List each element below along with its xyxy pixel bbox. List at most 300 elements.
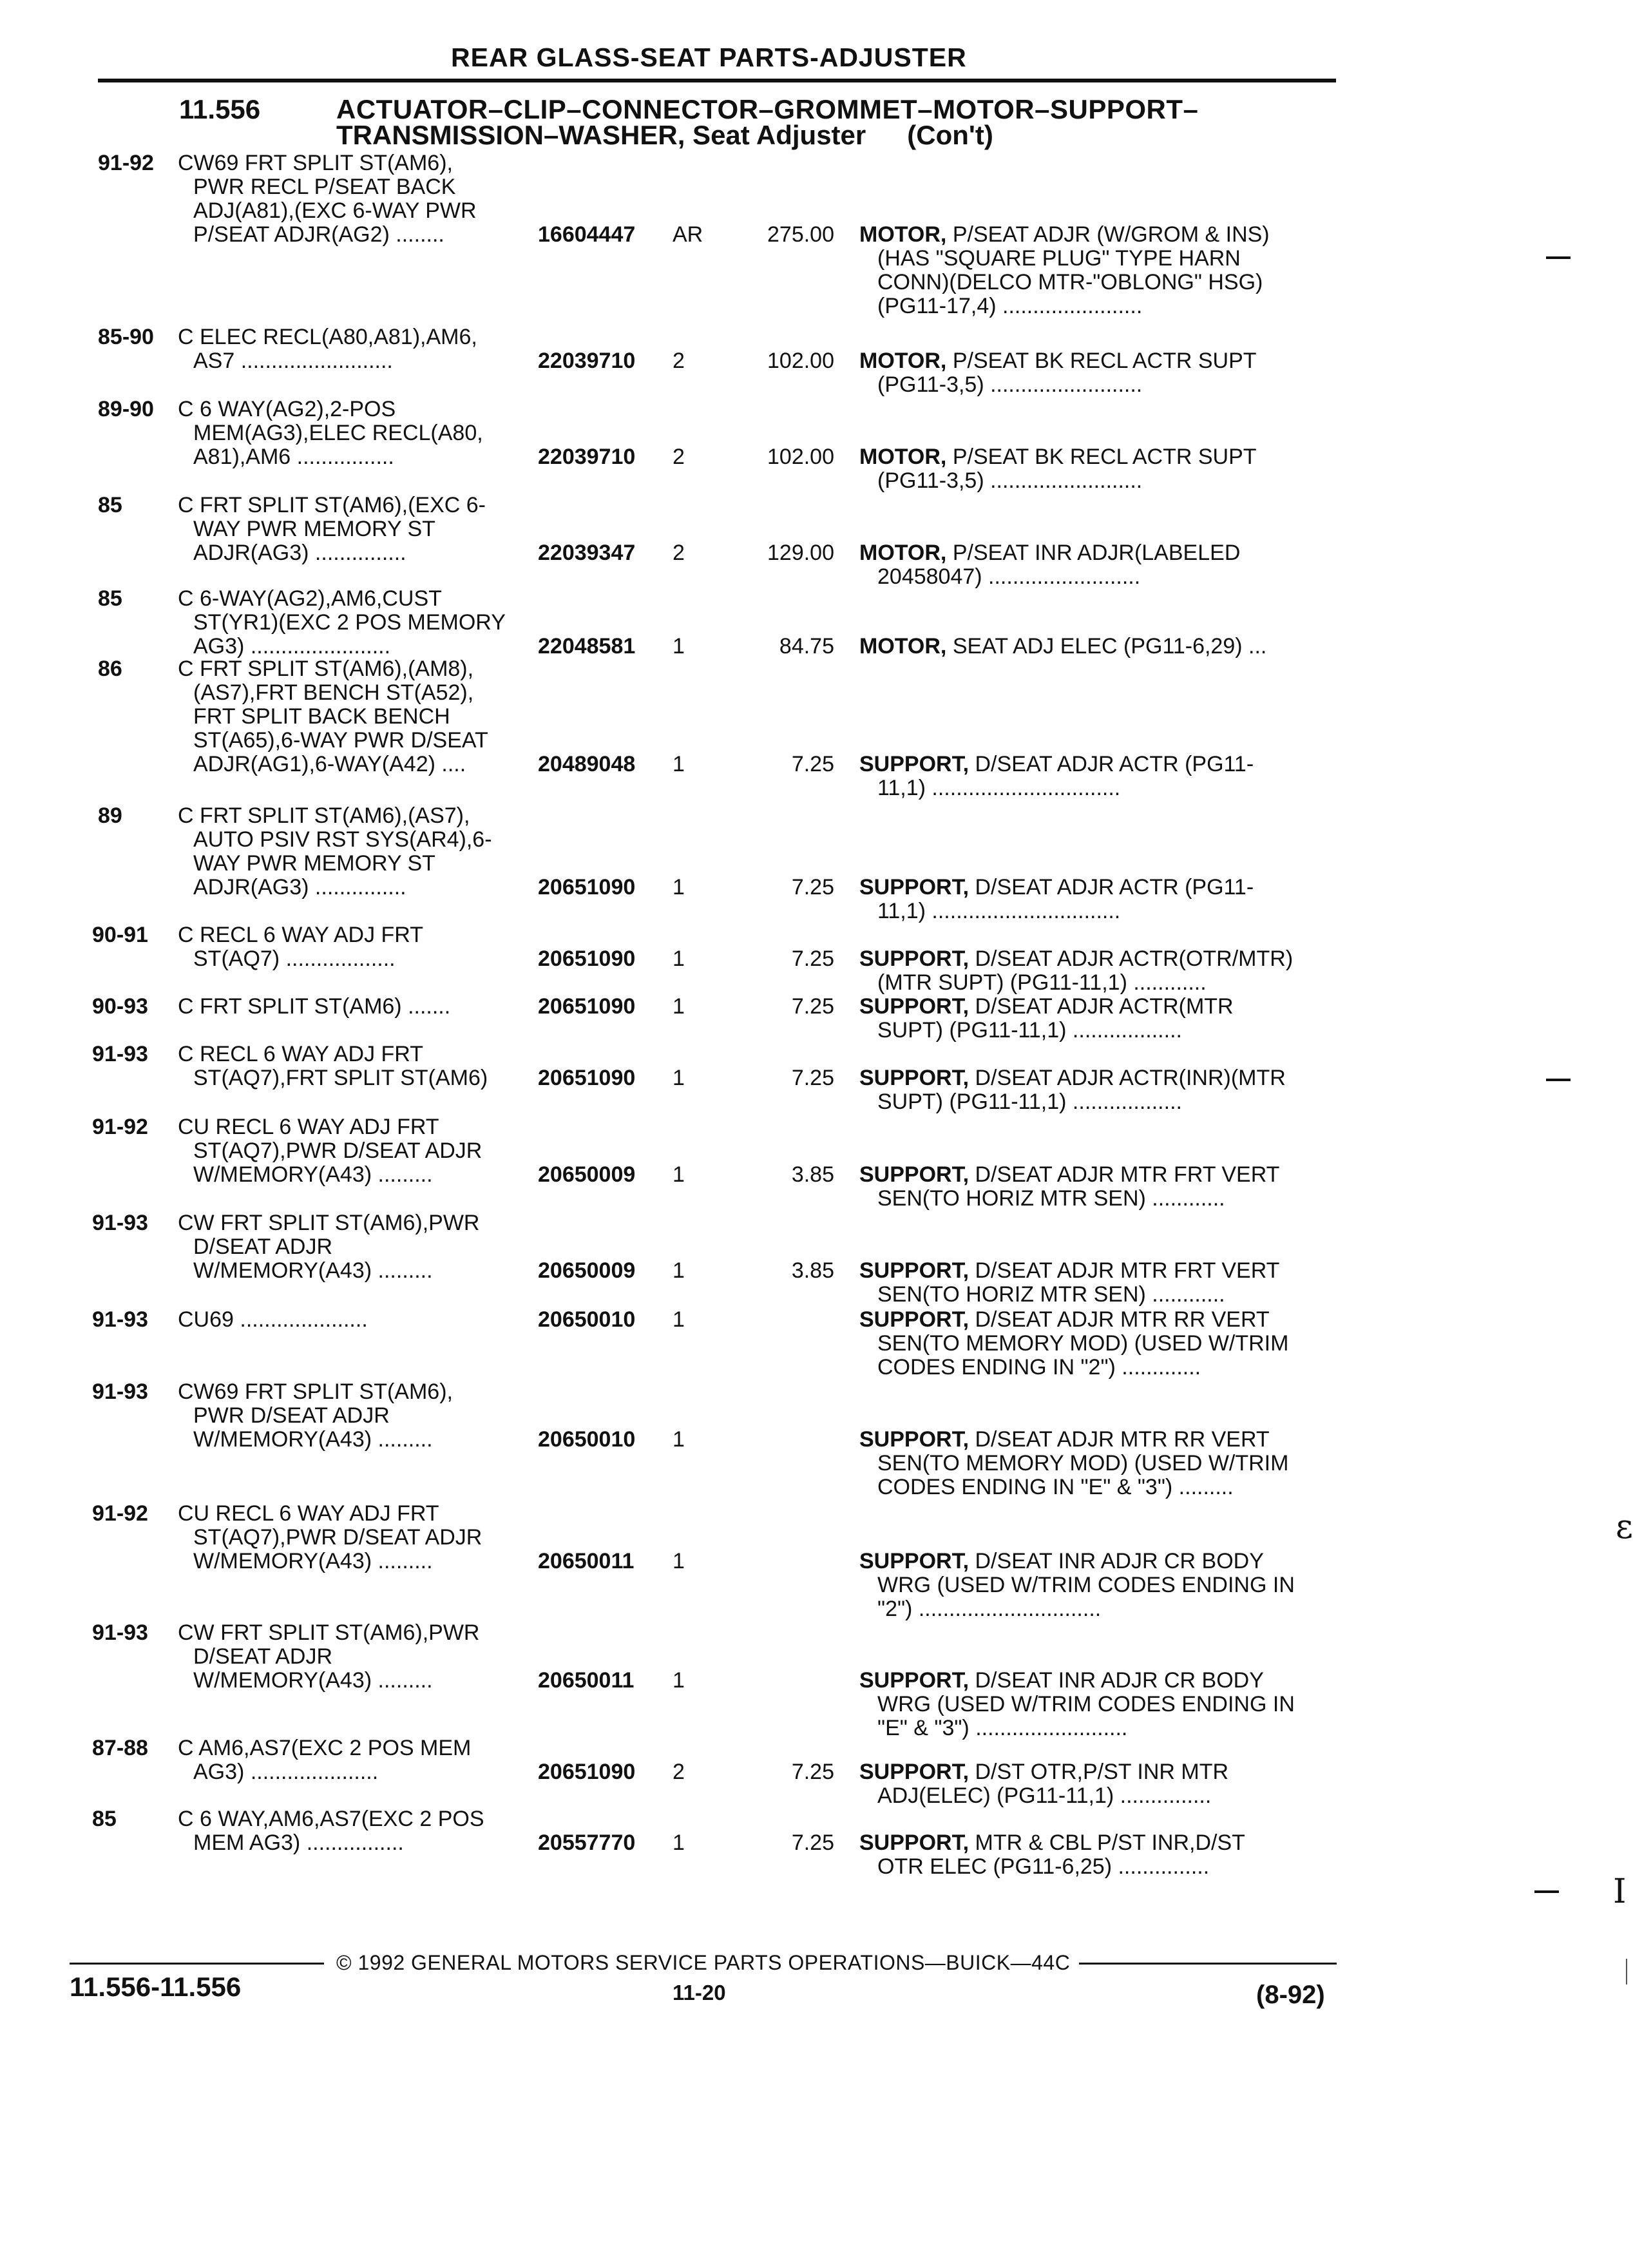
- model-year: 85: [98, 586, 122, 611]
- description-line: [173, 611, 533, 635]
- description-text: W/MEMORY(A43): [193, 1427, 372, 1452]
- description-line: [173, 947, 533, 971]
- leader-dots: .....................: [250, 1760, 379, 1784]
- model-year: 85-90: [98, 325, 154, 349]
- description-text: W/MEMORY(A43): [193, 1162, 372, 1187]
- part-name: MOTOR,: [859, 349, 947, 373]
- description-line: [173, 1621, 533, 1645]
- description-line: [173, 1211, 533, 1235]
- price: 7.25: [791, 1066, 834, 1090]
- margin-mark: [1546, 256, 1571, 259]
- model-year: 91-93: [92, 1307, 148, 1332]
- part-number: 16604447: [538, 222, 636, 247]
- part-name: MOTOR,: [859, 634, 947, 658]
- description-text: ST(AQ7),FRT SPLIT ST(AM6): [193, 1066, 488, 1090]
- part-description-text: D/SEAT ADJR MTR RR VERT: [975, 1307, 1270, 1332]
- price: 102.00: [767, 349, 834, 373]
- description-line: [173, 1259, 533, 1283]
- description-text: A81),AM6: [193, 445, 291, 469]
- section-number: 11.556: [179, 94, 261, 124]
- part-description-line: [859, 349, 1336, 373]
- description-text: C RECL 6 WAY ADJ FRT: [178, 1042, 424, 1066]
- description-line: [173, 175, 533, 199]
- edge-glyph: I: [1613, 1872, 1627, 1911]
- description-text: MEM AG3): [193, 1831, 301, 1855]
- model-year: 85: [92, 1807, 117, 1831]
- leader-dots: .........: [377, 1162, 433, 1187]
- price: 7.25: [791, 1831, 834, 1855]
- application-description: [173, 804, 533, 899]
- part-number: 20650010: [538, 1307, 636, 1332]
- quantity: 2: [673, 541, 685, 565]
- part-description-line: [859, 541, 1336, 565]
- description-text: ST(A65),6-WAY PWR D/SEAT: [193, 728, 488, 753]
- application-description: [173, 1502, 533, 1573]
- price: 129.00: [767, 541, 834, 565]
- part-description: [859, 947, 1336, 995]
- leader-dots: ...............: [314, 875, 406, 899]
- leader-dots: .........................: [240, 349, 393, 373]
- leader-dots: .....................: [240, 1307, 368, 1332]
- part-description-line: SEN(TO HORIZ MTR SEN) ............: [877, 1186, 1225, 1211]
- footer-rule: [1079, 1963, 1337, 1965]
- part-description-text: D/SEAT ADJR ACTR(OTR/MTR): [975, 947, 1294, 971]
- part-description-line: 20458047) .........................: [877, 564, 1141, 589]
- description-line: [173, 995, 533, 1019]
- description-text: AG3): [193, 634, 245, 658]
- part-description-line: [859, 1428, 1336, 1452]
- part-description: [859, 1760, 1336, 1808]
- description-text: MEM(AG3),ELEC RECL(A80,: [193, 421, 483, 445]
- description-line: [173, 151, 533, 175]
- quantity: 1: [673, 1668, 685, 1693]
- part-name: SUPPORT,: [859, 1549, 969, 1573]
- description-line: [173, 325, 533, 349]
- part-name: MOTOR,: [859, 222, 947, 247]
- description-text: CU RECL 6 WAY ADJ FRT: [178, 1501, 439, 1526]
- description-line: [173, 1550, 533, 1573]
- model-year: 91-93: [92, 1042, 148, 1066]
- price: 7.25: [791, 875, 834, 899]
- part-number: 20650009: [538, 1258, 636, 1283]
- description-text: D/SEAT ADJR: [193, 1644, 333, 1669]
- description-text: FRT SPLIT BACK BENCH: [193, 704, 450, 729]
- part-description: [859, 1831, 1336, 1879]
- description-line: [173, 1404, 533, 1428]
- model-year: 91-93: [92, 1211, 148, 1235]
- leader-dots: ................: [296, 445, 394, 469]
- application-description: [173, 151, 533, 247]
- description-line: [173, 1163, 533, 1187]
- section-title-line1: ACTUATOR–CLIP–CONNECTOR–GROMMET–MOTOR–SUPPORT–: [336, 94, 1199, 124]
- part-description-line: [859, 1163, 1336, 1187]
- leader-dots: .........: [377, 1427, 433, 1452]
- description-text: ST(AQ7),PWR D/SEAT ADJR: [193, 1139, 482, 1163]
- part-description-line: CONN)(DELCO MTR-"OBLONG" HSG): [877, 270, 1263, 294]
- part-description: [859, 1163, 1336, 1211]
- continued-label: (Con't): [907, 120, 993, 150]
- leader-dots: ..................: [285, 947, 396, 971]
- description-line: [173, 753, 533, 776]
- page-header-title: REAR GLASS-SEAT PARTS-ADJUSTER: [451, 43, 967, 72]
- model-year: 85: [98, 493, 122, 517]
- description-line: [173, 1043, 533, 1066]
- part-description-line: 11,1) ...............................: [877, 899, 1121, 923]
- margin-mark: [1534, 1890, 1559, 1893]
- part-description: [859, 445, 1336, 493]
- model-year: 91-92: [98, 151, 154, 175]
- model-year: 86: [98, 657, 122, 681]
- description-line: [173, 1235, 533, 1259]
- part-description: [859, 223, 1336, 318]
- quantity: 1: [673, 947, 685, 971]
- part-description-line: [859, 223, 1336, 247]
- price: 3.85: [791, 1162, 834, 1187]
- leader-dots: ....: [441, 752, 466, 776]
- description-line: [173, 1502, 533, 1526]
- part-name: SUPPORT,: [859, 875, 969, 899]
- quantity: 1: [673, 1162, 685, 1187]
- price: 3.85: [791, 1258, 834, 1283]
- application-description: [173, 1380, 533, 1452]
- part-description-text: P/SEAT BK RECL ACTR SUPT: [952, 349, 1257, 373]
- description-line: [173, 445, 533, 469]
- part-description-line: WRG (USED W/TRIM CODES ENDING IN: [877, 1692, 1295, 1716]
- description-line: [173, 852, 533, 876]
- part-description-line: [859, 1831, 1336, 1855]
- leader-dots: ...............: [314, 541, 406, 565]
- part-description-line: SUPT) (PG11-11,1) ..................: [877, 1018, 1182, 1043]
- part-description-line: CODES ENDING IN "2") .............: [877, 1355, 1201, 1379]
- application-description: [173, 1736, 533, 1784]
- quantity: AR: [673, 222, 703, 247]
- price: 84.75: [779, 634, 834, 658]
- quantity: 2: [673, 445, 685, 469]
- description-text: W/MEMORY(A43): [193, 1258, 372, 1283]
- price: 7.25: [791, 752, 834, 776]
- description-text: C FRT SPLIT ST(AM6): [178, 994, 402, 1019]
- application-description: [173, 995, 533, 1019]
- part-description-line: [859, 1550, 1336, 1573]
- description-text: P/SEAT ADJR(AG2): [193, 222, 390, 247]
- part-description-line: [859, 1760, 1336, 1784]
- price: 102.00: [767, 445, 834, 469]
- description-text: PWR RECL P/SEAT BACK: [193, 175, 456, 199]
- description-text: ADJR(AG3): [193, 541, 309, 565]
- edge-line: [1626, 1959, 1627, 1984]
- part-name: MOTOR,: [859, 541, 947, 565]
- description-text: CU69: [178, 1307, 234, 1332]
- model-year: 89: [98, 803, 122, 828]
- description-line: [173, 494, 533, 517]
- part-description-line: ADJ(ELEC) (PG11-11,1) ...............: [877, 1783, 1212, 1808]
- part-name: SUPPORT,: [859, 947, 969, 971]
- description-line: [173, 199, 533, 223]
- part-description-text: D/SEAT ADJR ACTR (PG11-: [975, 875, 1254, 899]
- application-description: [173, 923, 533, 971]
- description-line: [173, 681, 533, 705]
- description-line: [173, 1380, 533, 1404]
- part-description: [859, 1669, 1336, 1740]
- description-line: [173, 1807, 533, 1831]
- application-description: [173, 1308, 533, 1332]
- description-text: AUTO PSIV RST SYS(AR4),6-: [193, 827, 492, 852]
- description-text: C FRT SPLIT ST(AM6),(EXC 6-: [178, 493, 486, 517]
- description-text: (AS7),FRT BENCH ST(A52),: [193, 680, 474, 705]
- part-description: [859, 1550, 1336, 1621]
- part-number: 20650009: [538, 1162, 636, 1187]
- description-line: [173, 223, 533, 247]
- part-description-line: "E" & "3") .........................: [877, 1716, 1128, 1740]
- part-number: 20651090: [538, 1760, 636, 1784]
- part-number: 20651090: [538, 994, 636, 1019]
- part-description: [859, 1308, 1336, 1379]
- model-year: 90-91: [92, 923, 148, 947]
- header-rule: [98, 79, 1336, 82]
- part-description-line: [859, 445, 1336, 469]
- leader-dots: .........: [377, 1549, 433, 1573]
- description-line: [173, 705, 533, 729]
- description-line: [173, 729, 533, 753]
- part-description-text: D/SEAT ADJR MTR RR VERT: [975, 1427, 1270, 1452]
- part-description: [859, 1066, 1336, 1114]
- leader-dots: .........: [377, 1258, 433, 1283]
- quantity: 1: [673, 634, 685, 658]
- quantity: 2: [673, 1760, 685, 1784]
- model-year: 89-90: [98, 397, 154, 421]
- part-description-line: (PG11-3,5) .........................: [877, 468, 1143, 493]
- application-description: [173, 1807, 533, 1855]
- price: 7.25: [791, 1760, 834, 1784]
- part-name: SUPPORT,: [859, 1307, 969, 1332]
- part-description-line: SEN(TO MEMORY MOD) (USED W/TRIM: [877, 1331, 1289, 1356]
- part-description-line: [859, 1066, 1336, 1090]
- part-name: SUPPORT,: [859, 752, 969, 776]
- description-line: [173, 876, 533, 899]
- quantity: 1: [673, 1549, 685, 1573]
- quantity: 1: [673, 1258, 685, 1283]
- model-year: 91-93: [92, 1620, 148, 1645]
- part-name: SUPPORT,: [859, 1258, 969, 1283]
- footer-date: (8-92): [1256, 1981, 1325, 2009]
- description-line: [173, 1669, 533, 1693]
- description-text: PWR D/SEAT ADJR: [193, 1403, 390, 1428]
- description-line: [173, 1115, 533, 1139]
- part-description-text: D/SEAT ADJR MTR FRT VERT: [975, 1258, 1280, 1283]
- description-line: [173, 541, 533, 565]
- model-year: 91-92: [92, 1115, 148, 1139]
- quantity: 1: [673, 994, 685, 1019]
- description-text: C RECL 6 WAY ADJ FRT: [178, 923, 424, 947]
- part-description-line: [859, 635, 1336, 658]
- part-name: SUPPORT,: [859, 994, 969, 1019]
- part-number: 22039710: [538, 445, 636, 469]
- model-year: 87-88: [92, 1736, 148, 1760]
- part-number: 20557770: [538, 1831, 636, 1855]
- description-text: W/MEMORY(A43): [193, 1668, 372, 1693]
- application-description: [173, 1115, 533, 1187]
- part-description-line: (MTR SUPT) (PG11-11,1) ............: [877, 970, 1207, 995]
- part-description-text: P/SEAT INR ADJR(LABELED: [952, 541, 1241, 565]
- description-text: ADJ(A81),(EXC 6-WAY PWR: [193, 198, 477, 223]
- part-description-line: [859, 1259, 1336, 1283]
- part-description-line: [859, 947, 1336, 971]
- description-line: [173, 635, 533, 658]
- part-name: SUPPORT,: [859, 1162, 969, 1187]
- section-title-text: TRANSMISSION–WASHER, Seat Adjuster: [336, 120, 866, 150]
- footer-section-range: 11.556-11.556: [70, 1972, 242, 2002]
- description-text: CU RECL 6 WAY ADJ FRT: [178, 1115, 439, 1139]
- description-line: [173, 587, 533, 611]
- part-number: 20650011: [538, 1668, 635, 1693]
- quantity: 2: [673, 349, 685, 373]
- leader-dots: .........: [377, 1668, 433, 1693]
- margin-mark: [1546, 1079, 1571, 1081]
- part-description-line: WRG (USED W/TRIM CODES ENDING IN: [877, 1573, 1295, 1597]
- part-number: 20650010: [538, 1427, 636, 1452]
- model-year: 91-92: [92, 1501, 148, 1526]
- description-text: ST(YR1)(EXC 2 POS MEMORY: [193, 610, 506, 635]
- description-text: C AM6,AS7(EXC 2 POS MEM: [178, 1736, 472, 1760]
- part-description-text: P/SEAT BK RECL ACTR SUPT: [952, 445, 1257, 469]
- description-text: C 6 WAY(AG2),2-POS: [178, 397, 396, 421]
- part-description-line: [859, 1669, 1336, 1693]
- part-description-line: [859, 1308, 1336, 1332]
- description-text: CW69 FRT SPLIT ST(AM6),: [178, 1379, 453, 1404]
- footer-rule: [70, 1963, 324, 1965]
- description-text: CW FRT SPLIT ST(AM6),PWR: [178, 1211, 480, 1235]
- price: 7.25: [791, 947, 834, 971]
- description-line: [173, 1428, 533, 1452]
- part-description: [859, 876, 1336, 923]
- application-description: [173, 587, 533, 658]
- part-description-line: 11,1) ...............................: [877, 776, 1121, 800]
- application-description: [173, 494, 533, 565]
- application-description: [173, 1621, 533, 1693]
- part-description-text: MTR & CBL P/ST INR,D/ST: [975, 1831, 1245, 1855]
- description-text: ADJR(AG1),6-WAY(A42): [193, 752, 435, 776]
- part-description-text: D/SEAT INR ADJR CR BODY: [975, 1549, 1264, 1573]
- quantity: 1: [673, 875, 685, 899]
- description-text: WAY PWR MEMORY ST: [193, 517, 435, 541]
- footer-page-number: 11-20: [673, 1981, 726, 2004]
- description-line: [173, 657, 533, 681]
- description-line: [173, 828, 533, 852]
- section-title-line2: [336, 120, 993, 151]
- part-name: MOTOR,: [859, 445, 947, 469]
- edge-glyph: ε: [1616, 1508, 1633, 1546]
- part-name: SUPPORT,: [859, 1831, 969, 1855]
- application-description: [173, 657, 533, 776]
- description-line: [173, 923, 533, 947]
- part-description-text: P/SEAT ADJR (W/GROM & INS): [952, 222, 1270, 247]
- part-description-text: D/SEAT ADJR ACTR (PG11-: [975, 752, 1254, 776]
- description-line: [173, 1139, 533, 1163]
- part-number: 20651090: [538, 947, 636, 971]
- description-text: D/SEAT ADJR: [193, 1235, 333, 1259]
- description-line: [173, 398, 533, 421]
- part-description-line: SEN(TO HORIZ MTR SEN) ............: [877, 1282, 1225, 1307]
- part-description: [859, 753, 1336, 800]
- part-description-text: D/SEAT INR ADJR CR BODY: [975, 1668, 1264, 1693]
- part-description: [859, 1428, 1336, 1499]
- application-description: [173, 1211, 533, 1283]
- quantity: 1: [673, 1427, 685, 1452]
- description-text: AS7: [193, 349, 235, 373]
- description-line: [173, 517, 533, 541]
- description-line: [173, 1526, 533, 1550]
- description-line: [173, 1645, 533, 1669]
- description-line: [173, 1308, 533, 1332]
- part-description-line: (HAS "SQUARE PLUG" TYPE HARN: [877, 246, 1241, 271]
- part-number: 22048581: [538, 634, 636, 658]
- description-line: [173, 421, 533, 445]
- part-name: SUPPORT,: [859, 1760, 969, 1784]
- part-description-text: D/SEAT ADJR ACTR(INR)(MTR: [975, 1066, 1286, 1090]
- price: 275.00: [767, 222, 834, 247]
- quantity: 1: [673, 1307, 685, 1332]
- part-name: SUPPORT,: [859, 1066, 969, 1090]
- part-description-line: [859, 876, 1336, 899]
- part-description: [859, 349, 1336, 397]
- leader-dots: ........: [396, 222, 444, 247]
- part-description-line: OTR ELEC (PG11-6,25) ...............: [877, 1854, 1210, 1879]
- quantity: 1: [673, 1831, 685, 1855]
- application-description: [173, 398, 533, 469]
- description-text: C ELEC RECL(A80,A81),AM6,: [178, 325, 477, 349]
- description-text: C 6 WAY,AM6,AS7(EXC 2 POS: [178, 1807, 484, 1831]
- part-description: [859, 1259, 1336, 1307]
- description-line: [173, 1066, 533, 1090]
- leader-dots: ................: [306, 1831, 404, 1855]
- part-number: 20651090: [538, 875, 636, 899]
- model-year: 90-93: [92, 994, 148, 1019]
- part-name: SUPPORT,: [859, 1668, 969, 1693]
- description-line: [173, 804, 533, 828]
- part-description-text: SEAT ADJ ELEC (PG11-6,29) ...: [952, 634, 1267, 658]
- description-text: ST(AQ7),PWR D/SEAT ADJR: [193, 1525, 482, 1550]
- part-number: 22039347: [538, 541, 636, 565]
- description-text: CW69 FRT SPLIT ST(AM6),: [178, 151, 453, 175]
- price: 7.25: [791, 994, 834, 1019]
- part-name: SUPPORT,: [859, 1427, 969, 1452]
- description-line: [173, 349, 533, 373]
- part-number: 22039710: [538, 349, 636, 373]
- description-text: C FRT SPLIT ST(AM6),(AS7),: [178, 803, 470, 828]
- part-description-text: D/SEAT ADJR MTR FRT VERT: [975, 1162, 1280, 1187]
- part-description: [859, 995, 1336, 1043]
- part-description: [859, 541, 1336, 589]
- application-description: [173, 325, 533, 373]
- leader-dots: .......: [408, 994, 451, 1019]
- part-number: 20651090: [538, 1066, 636, 1090]
- part-description: [859, 635, 1336, 658]
- part-number: 20489048: [538, 752, 636, 776]
- footer-copyright: © 1992 GENERAL MOTORS SERVICE PARTS OPERATIONS—BUICK—44C: [336, 1951, 1071, 1974]
- description-line: [173, 1760, 533, 1784]
- description-line: [173, 1831, 533, 1855]
- part-description-text: D/SEAT ADJR ACTR(MTR: [975, 994, 1234, 1019]
- part-description-line: (PG11-3,5) .........................: [877, 372, 1143, 397]
- quantity: 1: [673, 752, 685, 776]
- description-text: C FRT SPLIT ST(AM6),(AM8),: [178, 657, 474, 681]
- description-text: ADJR(AG3): [193, 875, 309, 899]
- description-text: ST(AQ7): [193, 947, 280, 971]
- part-description-line: [859, 753, 1336, 776]
- part-description-line: "2") ..............................: [877, 1597, 1102, 1621]
- part-description-line: SUPT) (PG11-11,1) ..................: [877, 1090, 1182, 1114]
- leader-dots: .......................: [250, 634, 391, 658]
